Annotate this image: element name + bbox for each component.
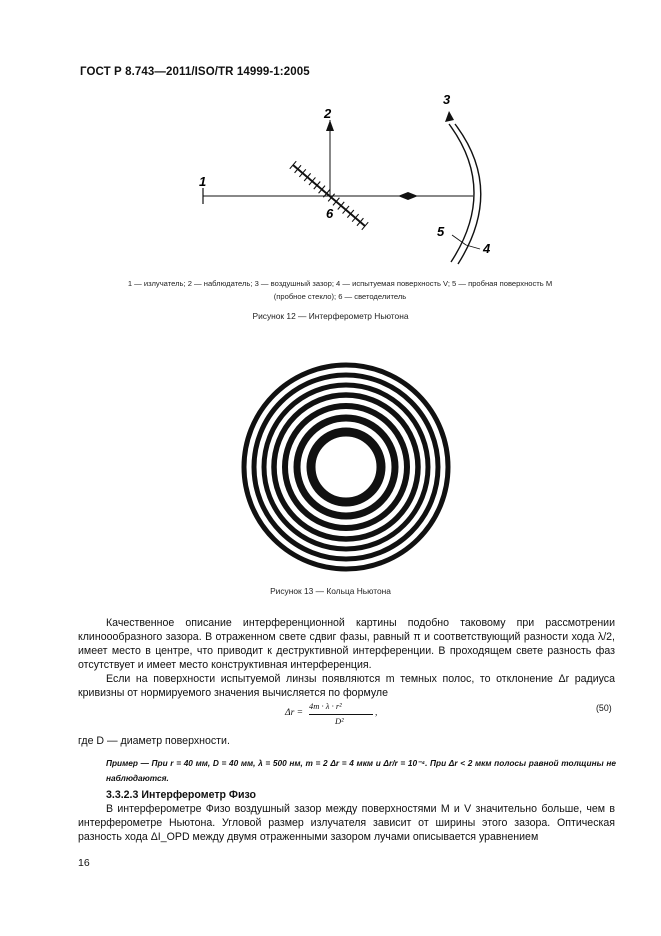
example-note: Пример — При r = 40 мм, D = 40 мм, λ = 500 нм, m = 2 Δr = 4 мкм и Δr/r = 10⁻⁴. При Δr < 2 мкм полосы равной толщины не наблюдаются. (106, 758, 616, 783)
label-1: 1 (199, 174, 207, 189)
where-clause: где D — диаметр поверхности. (78, 735, 230, 747)
figure-12-diagram (0, 0, 661, 275)
formula-numerator: 4m · λ · r² (309, 701, 342, 711)
label-3: 3 (443, 92, 451, 107)
fraction-bar (309, 714, 373, 715)
paragraph-3-text: В интерферометре Физо воздушный зазор между поверхностями M и V значительно больше, чем в интерферометре Ньютона. Угловой размер излучателя зависит от ширины этого зазора. Оптическая разность хода ΔI_OPD между двумя отраженными зазором лучами описывается уравнением (78, 803, 615, 843)
newton-ring (254, 375, 438, 559)
formula-comma: , (375, 708, 378, 718)
figure-13-title: Рисунок 13 — Кольца Ньютона (270, 586, 391, 596)
figure-13-newton-rings (236, 357, 456, 577)
paragraph-1 (78, 617, 615, 673)
legend-line-2: (пробное стекло); 6 — светоделитель (273, 292, 407, 301)
label-6: 6 (326, 206, 334, 221)
label-4: 4 (483, 241, 491, 256)
label-2: 2 (324, 106, 332, 121)
page-number: 16 (78, 857, 90, 869)
document-header: ГОСТ Р 8.743—2011/ISO/TR 14999-1:2005 (80, 66, 310, 78)
newton-ring (264, 385, 428, 549)
paragraph-3 (78, 803, 615, 845)
paragraph-2 (78, 673, 615, 701)
newton-ring (285, 406, 407, 528)
equation-number: (50) (596, 703, 612, 713)
section-heading: 3.3.2.3 Интерферометр Физо (106, 789, 256, 801)
figure-12-title: Рисунок 12 — Интерферометр Ньютона (252, 311, 409, 321)
paragraph-1-text: Качественное описание интерференционной картины подобно таковому при рассмотрении клиноообразного зазора. В отраженном свете сдвиг фазы, равный π и соответствующий разности хода λ/2, имеет место в центре, что приводит к деструктивной интерференции. В проходящем свете разность фаз отсутствует и имеет место конструктивная интерференция. (78, 617, 615, 671)
formula-denominator: D² (335, 716, 344, 726)
formula-lhs: Δr = (285, 708, 304, 718)
label-5: 5 (437, 224, 445, 239)
paragraph-2-text: Если на поверхности испытуемой линзы появляются m темных полос, то отклонение Δr радиуса кривизны от нормируемого значения вычисляется по формуле (78, 673, 615, 699)
newton-ring (311, 432, 381, 502)
figure-12-legend (60, 277, 620, 303)
legend-line-1: 1 — излучатель; 2 — наблюдатель; 3 — воздушный зазор; 4 — испытуемая поверхность V; 5 — пробная поверхность M (127, 279, 553, 288)
